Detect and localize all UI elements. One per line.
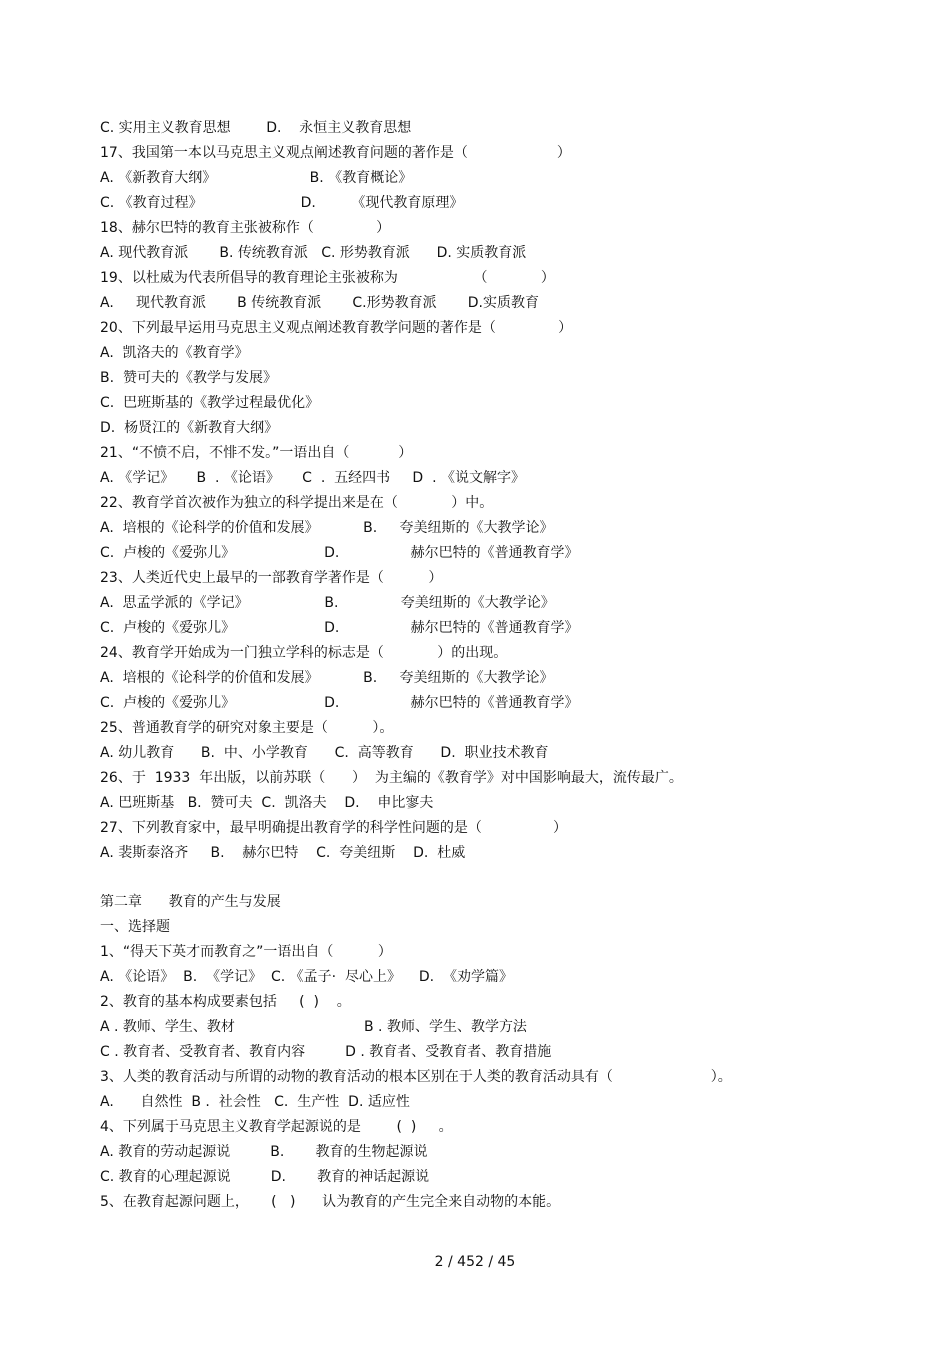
option-line: A. 自然性 B . 社会性 C. 生产性 D. 适应性 (100, 1094, 410, 1110)
option-line: A. 思孟学派的《学记》 B. 夸美纽斯的《大教学论》 (100, 595, 555, 611)
option-line: C. 卢梭的《爱弥儿》 D. 赫尔巴特的《普通教育学》 (100, 545, 579, 561)
question-25: 25、普通教育学的研究对象主要是（ ）。 (100, 720, 394, 736)
option-line: A. 《学记》 B . 《论语》 C . 五经四书 D . 《说文解字》 (100, 470, 525, 486)
question-5: 5、在教育起源问题上， ( ) 认为教育的产生完全来自动物的本能。 (100, 1194, 561, 1210)
question-23: 23、人类近代史上最早的一部教育学著作是（ ） (100, 570, 443, 586)
option-line: A . 教师、学生、教材 B . 教师、学生、教学方法 (100, 1019, 527, 1035)
option-line: D. 杨贤江的《新教育大纲》 (100, 420, 279, 436)
option-line: A. 巴班斯基 B. 赞可夫 C. 凯洛夫 D. 申比寥夫 (100, 795, 434, 811)
section-heading: 一、选择题 (100, 919, 170, 935)
option-line: C . 教育者、受教育者、教育内容 D . 教育者、受教育者、教育措施 (100, 1044, 552, 1060)
question-19: 19、以杜威为代表所倡导的教育理论主张被称为 （ ） (100, 270, 555, 286)
option-line: A. 培根的《论科学的价值和发展》 B. 夸美纽斯的《大教学论》 (100, 520, 554, 536)
question-21: 21、“不愤不启，不悱不发。”一语出自（ ） (100, 445, 413, 461)
text-line: C. 实用主义教育思想 D. 永恒主义教育思想 (100, 120, 412, 136)
chapter-heading: 第二章 教育的产生与发展 (100, 894, 281, 910)
question-22: 22、教育学首次被作为独立的科学提出来是在（ ）中。 (100, 495, 494, 511)
question-18: 18、赫尔巴特的教育主张被称作（ ） (100, 220, 391, 236)
question-2: 2、教育的基本构成要素包括 ( ) 。 (100, 994, 351, 1010)
question-17: 17、我国第一本以马克思主义观点阐述教育问题的著作是（ ） (100, 145, 571, 161)
question-3: 3、人类的教育活动与所谓的动物的教育活动的根本区别在于人类的教育活动具有（ ）。 (100, 1069, 732, 1085)
option-line: A. 现代教育派 B. 传统教育派 C. 形势教育派 D. 实质教育派 (100, 245, 527, 261)
question-4: 4、下列属于马克思主义教育学起源说的是 ( ) 。 (100, 1119, 453, 1135)
question-26: 26、于 1933 年出版，以前苏联（ ） 为主编的《教育学》对中国影响最大，流传最广。 (100, 770, 683, 786)
option-line: B. 赞可夫的《教学与发展》 (100, 370, 277, 386)
option-line: A. 《论语》 B. 《学记》 C. 《孟子· 尽心上》 D. 《劝学篇》 (100, 969, 513, 985)
option-line: A. 《新教育大纲》 B. 《教育概论》 (100, 170, 413, 186)
option-line: C. 卢梭的《爱弥儿》 D. 赫尔巴特的《普通教育学》 (100, 620, 579, 636)
question-27: 27、下列教育家中，最早明确提出教育学的科学性问题的是（ ） (100, 820, 568, 836)
option-line: C. 《教育过程》 D. 《现代教育原理》 (100, 195, 464, 211)
question-1: 1、“得天下英才而教育之”一语出自（ ） (100, 944, 392, 960)
option-line: C. 教育的心理起源说 D. 教育的神话起源说 (100, 1169, 430, 1185)
option-line: A. 培根的《论科学的价值和发展》 B. 夸美纽斯的《大教学论》 (100, 670, 554, 686)
option-line: C. 巴班斯基的《教学过程最优化》 (100, 395, 320, 411)
question-24: 24、教育学开始成为一门独立学科的标志是（ ）的出现。 (100, 645, 508, 661)
option-line: A. 幼儿教育 B. 中、小学教育 C. 高等教育 D. 职业技术教育 (100, 745, 549, 761)
option-line: A. 教育的劳动起源说 B. 教育的生物起源说 (100, 1144, 428, 1160)
option-line: A. 裴斯泰洛齐 B. 赫尔巴特 C. 夸美纽斯 D. 杜威 (100, 845, 466, 861)
option-line: C. 卢梭的《爱弥儿》 D. 赫尔巴特的《普通教育学》 (100, 695, 579, 711)
option-line: A. 凯洛夫的《教育学》 (100, 345, 249, 361)
option-line: A. 现代教育派 B 传统教育派 C.形势教育派 D.实质教育 (100, 295, 539, 311)
question-20: 20、下列最早运用马克思主义观点阐述教育教学问题的著作是（ ） (100, 320, 573, 336)
page-number: 2 / 452 / 45 (434, 1254, 516, 1270)
